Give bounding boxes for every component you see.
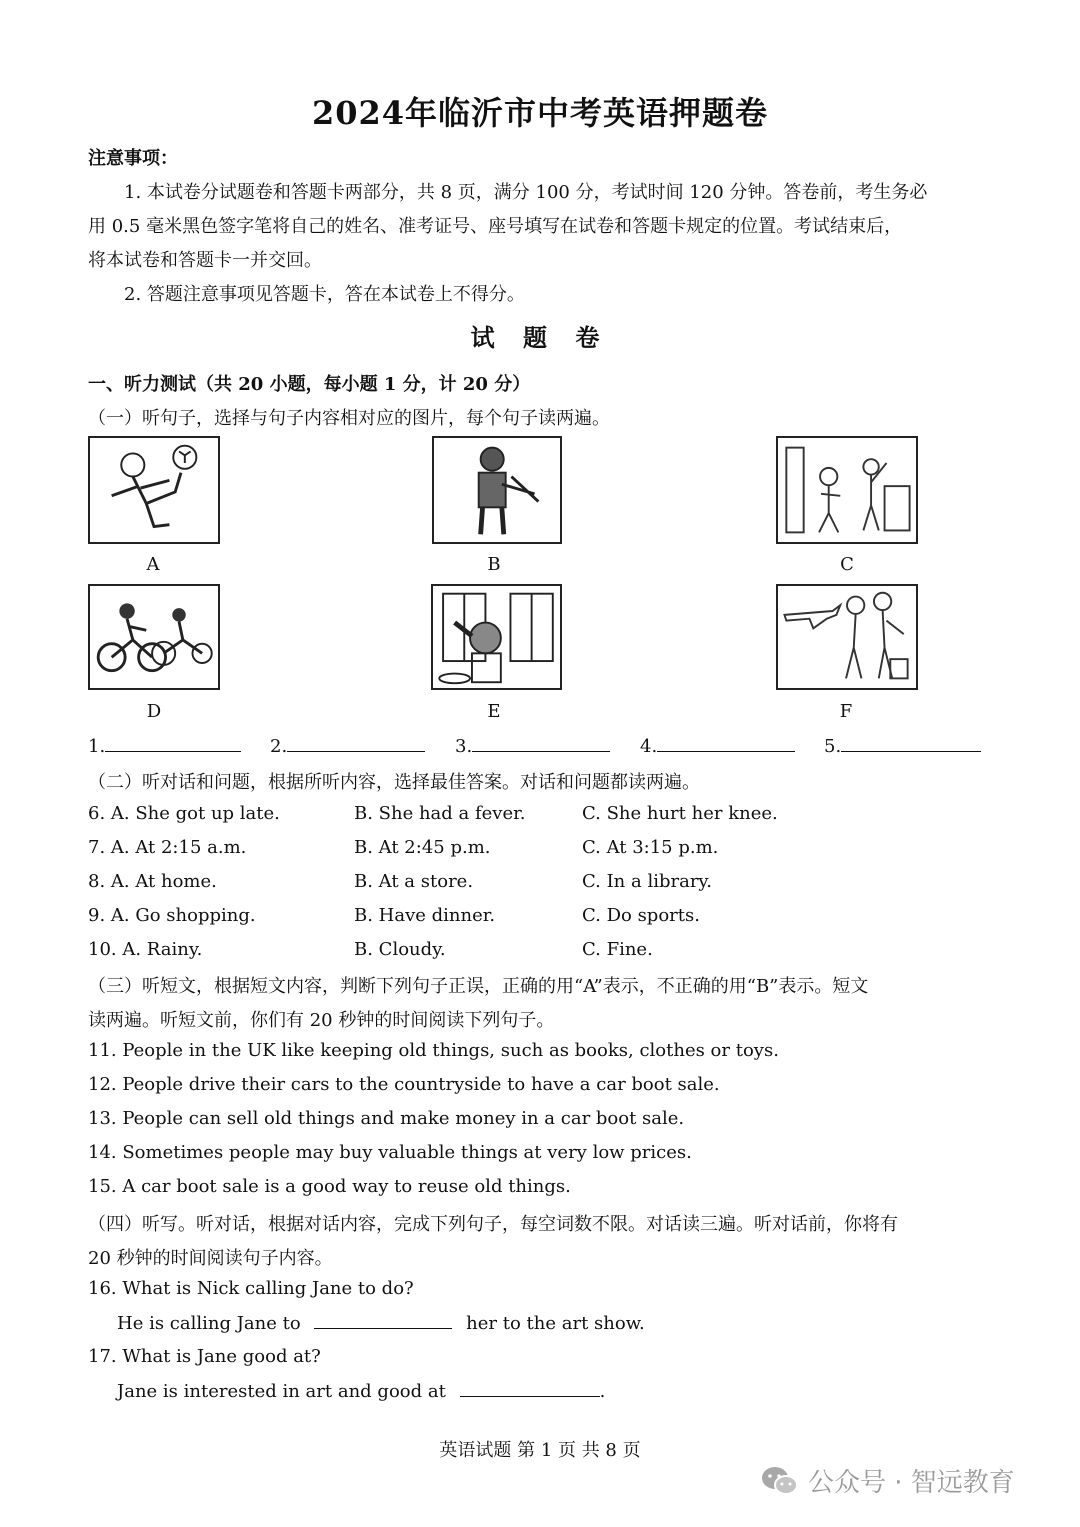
question-6-option-b: B. She had a fever.: [354, 803, 526, 824]
picture-c: [776, 436, 918, 544]
question-7-option-c: C. At 3:15 p.m.: [582, 837, 719, 858]
child-cleaning-window-icon: [433, 586, 560, 688]
notice-item-1-line-2: 用 0.5 毫米黑色签字笔将自己的姓名、准考证号、座号填写在试卷和答题卡规定的位置。考试结束后，: [88, 216, 903, 237]
statement-14: 14. Sometimes people may buy valuable things at very low prices.: [88, 1142, 692, 1163]
picture-a: [88, 436, 220, 544]
question-6-option-a: 6. A. She got up late.: [88, 803, 280, 824]
statement-12: 12. People drive their cars to the countryside to have a car boot sale.: [88, 1074, 720, 1095]
picture-label-f: F: [839, 701, 853, 722]
girl-playing-violin-icon: [434, 438, 560, 542]
question-16-answer-prefix: He is calling Jane to: [117, 1313, 301, 1334]
answer-blank-3[interactable]: [455, 735, 610, 757]
question-8-option-a: 8. A. At home.: [88, 871, 217, 892]
watermark-text: 公众号 · 智远教育: [808, 1468, 1015, 1498]
question-10-option-c: C. Fine.: [582, 939, 653, 960]
answer-blank-2[interactable]: [270, 735, 425, 757]
question-7-option-b: B. At 2:45 p.m.: [354, 837, 491, 858]
picture-label-e: E: [487, 701, 501, 722]
question-9-option-a: 9. A. Go shopping.: [88, 905, 256, 926]
wechat-icon: [760, 1464, 800, 1498]
picture-label-d: D: [146, 701, 162, 722]
question-17: 17. What is Jane good at?: [88, 1346, 321, 1367]
answer-blank-number: 1.: [88, 736, 106, 757]
picture-label-b: B: [487, 554, 501, 575]
question-16-answer-suffix: her to the art show.: [466, 1313, 645, 1334]
boy-kicking-soccer-ball-icon: [90, 438, 218, 542]
picture-d: [88, 584, 220, 690]
part1-heading: 一、听力测试（共 20 小题，每小题 1 分，计 20 分）: [88, 374, 531, 395]
question-17-answer-prefix: Jane is interested in art and good at: [117, 1381, 446, 1402]
question-16: 16. What is Nick calling Jane to do?: [88, 1278, 414, 1299]
answer-blank-number: 3.: [455, 736, 473, 757]
picture-e: [431, 584, 562, 690]
question-17-answer-line: [117, 1380, 605, 1402]
picture-label-a: A: [146, 554, 160, 575]
page-title: 2024年临沂市中考英语押题卷: [311, 94, 769, 132]
part1-sub4-line-1: （四）听写。听对话，根据对话内容，完成下列句子，每空词数不限。对话读三遍。听对话前，你将有: [88, 1214, 898, 1235]
statement-13: 13. People can sell old things and make money in a car boot sale.: [88, 1108, 685, 1129]
question-17-answer-suffix: .: [599, 1381, 606, 1402]
part1-sub2: （二）听对话和问题，根据所听内容，选择最佳答案。对话和问题都读两遍。: [88, 772, 700, 793]
question-10-option-a: 10. A. Rainy.: [88, 939, 203, 960]
answer-blank-5[interactable]: [824, 735, 981, 757]
notice-heading: 注意事项：: [88, 148, 178, 169]
question-17-answer-blank[interactable]: [460, 1380, 600, 1397]
question-16-answer-blank[interactable]: [314, 1312, 452, 1329]
notice-item-1-line-3: 将本试卷和答题卡一并交回。: [88, 250, 322, 271]
picture-f: [776, 584, 918, 690]
statement-11: 11. People in the UK like keeping old things, such as books, clothes or toys.: [88, 1040, 779, 1061]
family-cleaning-room-icon: [778, 438, 916, 542]
part1-sub3-line-2: 读两遍。听短文前，你们有 20 秒钟的时间阅读下列句子。: [88, 1010, 555, 1031]
question-16-answer-line: [117, 1312, 645, 1334]
part1-sub4-line-2: 20 秒钟的时间阅读句子内容。: [88, 1248, 333, 1269]
answer-blank-1[interactable]: [88, 735, 241, 757]
part1-sub3-line-1: （三）听短文，根据短文内容，判断下列句子正误，正确的用“A”表示，不正确的用“B”表示。短文: [88, 976, 869, 997]
answer-blank-number: 5.: [824, 736, 842, 757]
picture-b: [432, 436, 562, 544]
notice-item-1-line-1: 1. 本试卷分试题卷和答题卡两部分，共 8 页，满分 100 分，考试时间 120 分钟。答卷前，考生务必: [124, 182, 928, 203]
section-title: 试 题 卷: [470, 323, 610, 352]
question-6-option-c: C. She hurt her knee.: [582, 803, 778, 824]
page-footer: 英语试题 第 1 页 共 8 页: [439, 1440, 641, 1461]
watermark: [760, 1462, 1015, 1499]
question-8-option-c: C. In a library.: [582, 871, 712, 892]
answer-blank-4[interactable]: [640, 735, 795, 757]
notice-item-2: 2. 答题注意事项见答题卡，答在本试卷上不得分。: [124, 284, 525, 305]
question-9-option-b: B. Have dinner.: [354, 905, 496, 926]
part1-sub1: （一）听句子，选择与句子内容相对应的图片，每个句子读两遍。: [88, 408, 610, 429]
statement-15: 15. A car boot sale is a good way to reuse old things.: [88, 1176, 571, 1197]
question-10-option-b: B. Cloudy.: [354, 939, 446, 960]
picture-label-c: C: [840, 554, 854, 575]
people-riding-bikes-icon: [90, 586, 218, 688]
question-7-option-a: 7. A. At 2:15 a.m.: [88, 837, 247, 858]
question-9-option-c: C. Do sports.: [582, 905, 700, 926]
question-8-option-b: B. At a store.: [354, 871, 474, 892]
answer-blank-number: 2.: [270, 736, 288, 757]
answer-blank-number: 4.: [640, 736, 658, 757]
family-travelling-by-plane-icon: [778, 586, 916, 688]
